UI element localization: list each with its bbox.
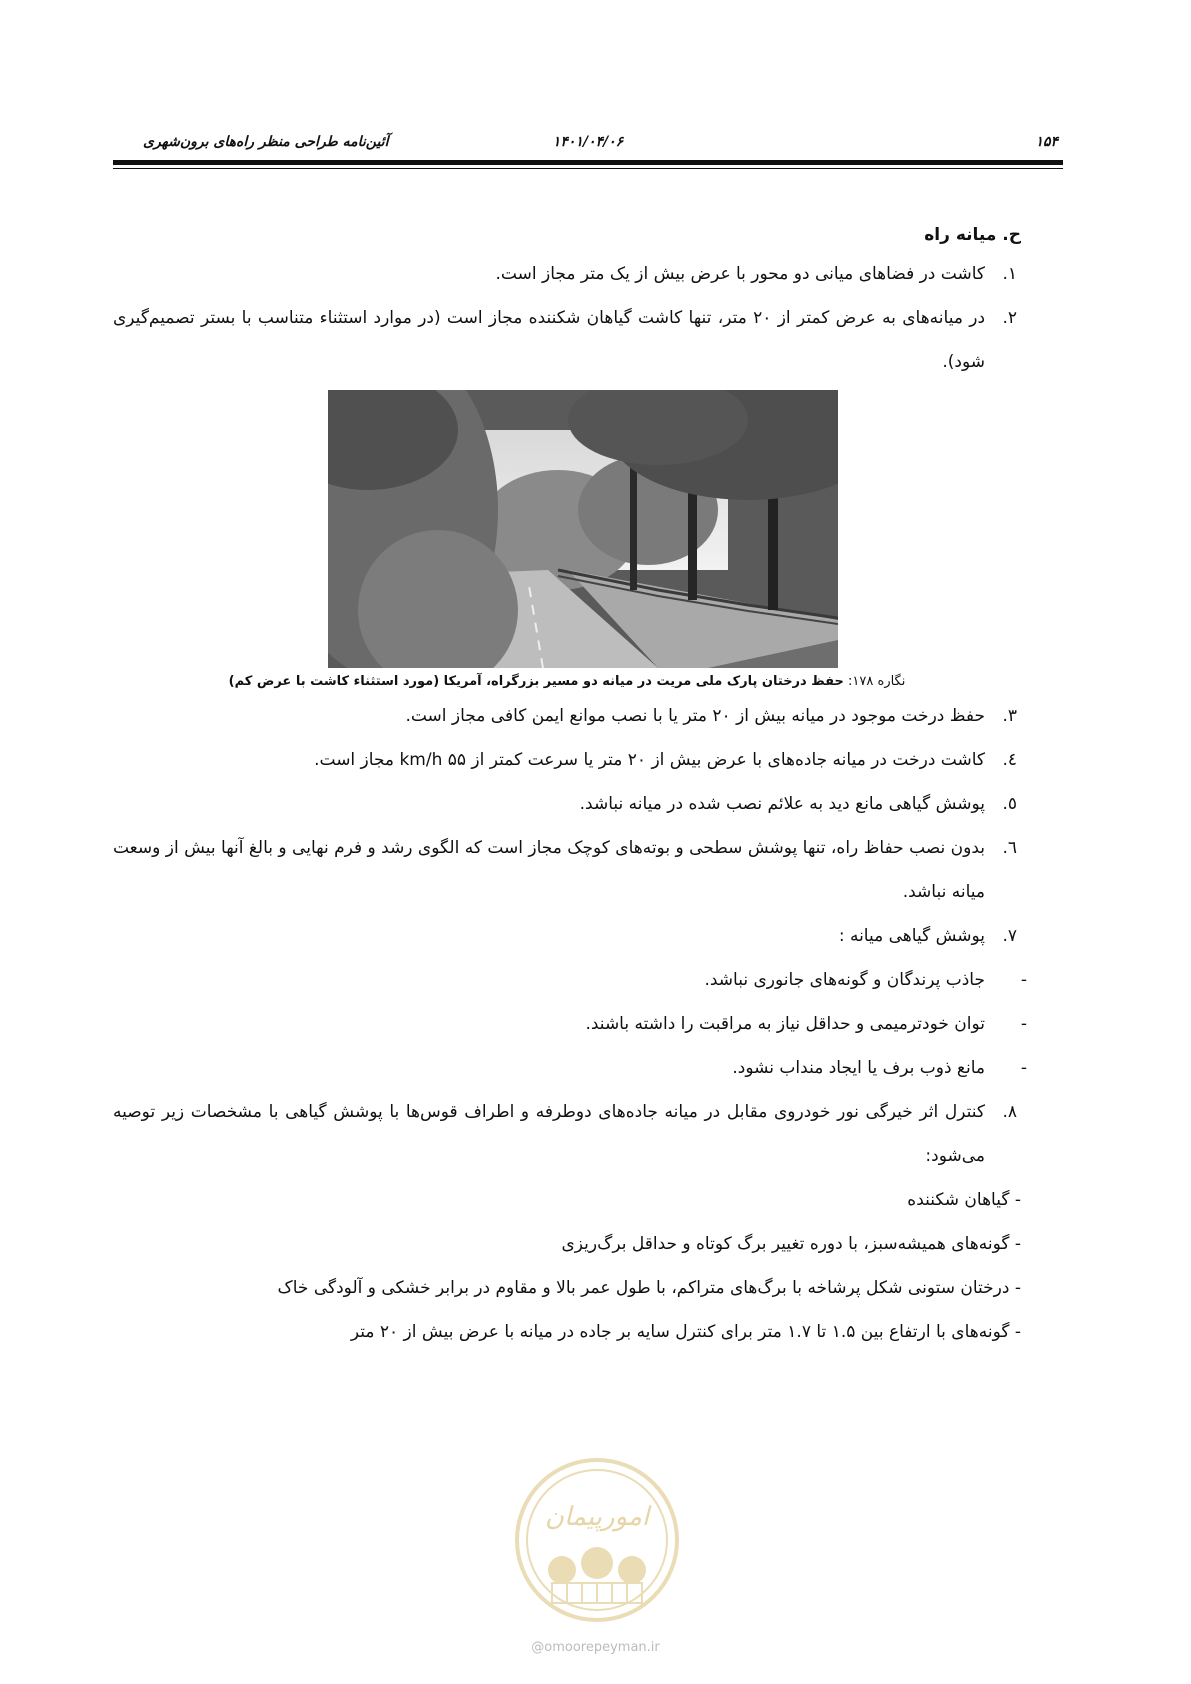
- item-text: کاشت در فضاهای میانی دو محور با عرض بیش از یک متر مجاز است.: [495, 264, 985, 284]
- item-number: ٦.: [1002, 838, 1017, 858]
- list-item: [113, 826, 1021, 914]
- photo-illustration: [328, 390, 838, 668]
- item-number: ۸.: [1002, 1102, 1017, 1122]
- list-item: [113, 914, 1021, 958]
- item-text: حفظ درخت موجود در میانه بیش از ۲۰ متر یا با نصب موانع ایمن کافی مجاز است.: [405, 706, 985, 726]
- section-title: ح. میانه راه: [924, 225, 1021, 245]
- item-number: ۱.: [1002, 264, 1017, 284]
- item-text: پوشش گیاهی میانه :: [838, 926, 985, 946]
- logo-seal-icon: [512, 1455, 682, 1625]
- header-title: آئین‌نامه طراحی منظر راه‌های برون‌شهری: [143, 134, 389, 150]
- header-date: ۱۴۰۱/۰۴/۰۶: [552, 134, 624, 150]
- item-text: کنترل اثر خیرگی نور خودروی مقابل در میانه جاده‌های دوطرفه و اطراف قوس‌ها با پوشش گیاهی با مشخصات زیر توصیه می‌شود:: [113, 1102, 985, 1166]
- dash-marker: -: [1020, 1058, 1027, 1078]
- item-number: ۲.: [1002, 308, 1017, 328]
- bullet-item: - گیاهان شکننده: [907, 1190, 1021, 1210]
- header-rule-thin: [113, 168, 1063, 169]
- caption-text: حفظ درختان پارک ملی مریت در میانه دو مسیر بزرگراه، آمریکا (مورد استثناء کاشت با عرض کم): [228, 674, 844, 689]
- item-text: بدون نصب حفاظ راه، تنها پوشش سطحی و بوته‌های کوچک مجاز است که الگوی رشد و فرم نهایی و بالغ آنها بیش از وسعت میانه نباشد.: [112, 838, 985, 902]
- caption-label: نگاره ۱۷۸:: [848, 674, 906, 689]
- website-watermark: @omoorepeyman.ir: [531, 1640, 660, 1655]
- figure-highway-trees-photo: [328, 390, 838, 668]
- dash-marker: -: [1020, 1014, 1027, 1034]
- dash-item-text: جاذب پرندگان و گونه‌های جانوری نباشد.: [704, 970, 985, 990]
- dash-list-item: [113, 1002, 1027, 1046]
- dash-list-item: [113, 1046, 1027, 1090]
- bullet-item: - گونه‌های با ارتفاع بین ۱.۵ تا ۱.۷ متر برای کنترل سایه بر جاده در میانه با عرض بیش از ۲۰ متر: [350, 1322, 1021, 1342]
- list-item: [113, 1090, 1021, 1178]
- item-number: ۷.: [1002, 926, 1017, 946]
- item-number: ۳.: [1002, 706, 1017, 726]
- dash-item-text: مانع ذوب برف یا ایجاد منداب نشود.: [732, 1058, 985, 1078]
- list-item: [113, 782, 1021, 826]
- dash-item-text: توان خودترمیمی و حداقل نیاز به مراقبت را داشته باشند.: [585, 1014, 985, 1034]
- item-text: کاشت درخت در میانه جاده‌های با عرض بیش از ۲۰ متر یا سرعت کمتر از km/h ۵۵ مجاز است.: [314, 750, 985, 770]
- item-number: ٤.: [1002, 750, 1017, 770]
- figure-caption: [113, 670, 1021, 694]
- bullet-item: - گونه‌های همیشه‌سبز، با دوره تغییر برگ کوتاه و حداقل برگ‌ریزی: [561, 1234, 1021, 1254]
- logo-text: امورپیمان: [544, 1502, 650, 1532]
- item-text: در میانه‌های به عرض کمتر از ۲۰ متر، تنها کاشت گیاهان شکننده مجاز است (در موارد استثناء متناسب با بستر تصمیم‌گیری شود).: [113, 308, 986, 372]
- dash-list-item: [113, 958, 1027, 1002]
- item-text: پوشش گیاهی مانع دید به علائم نصب شده در میانه نباشد.: [579, 794, 985, 814]
- list-item: [113, 738, 1021, 782]
- watermark-logo: [512, 1455, 682, 1625]
- page-content: [112, 218, 1027, 1354]
- item-number: ٥.: [1002, 794, 1017, 814]
- bullet-item: - درختان ستونی شکل پرشاخه با برگ‌های متراکم، با طول عمر بالا و مقاوم در برابر خشکی و آلودگی خاک: [277, 1278, 1021, 1298]
- header-rule-thick: [113, 160, 1063, 165]
- page-number: ۱۵۴: [1035, 134, 1058, 150]
- dash-marker: -: [1020, 970, 1027, 990]
- list-item: [113, 296, 1021, 384]
- page-header: [113, 130, 1063, 154]
- list-item: [113, 694, 1021, 738]
- list-item: [113, 252, 1021, 296]
